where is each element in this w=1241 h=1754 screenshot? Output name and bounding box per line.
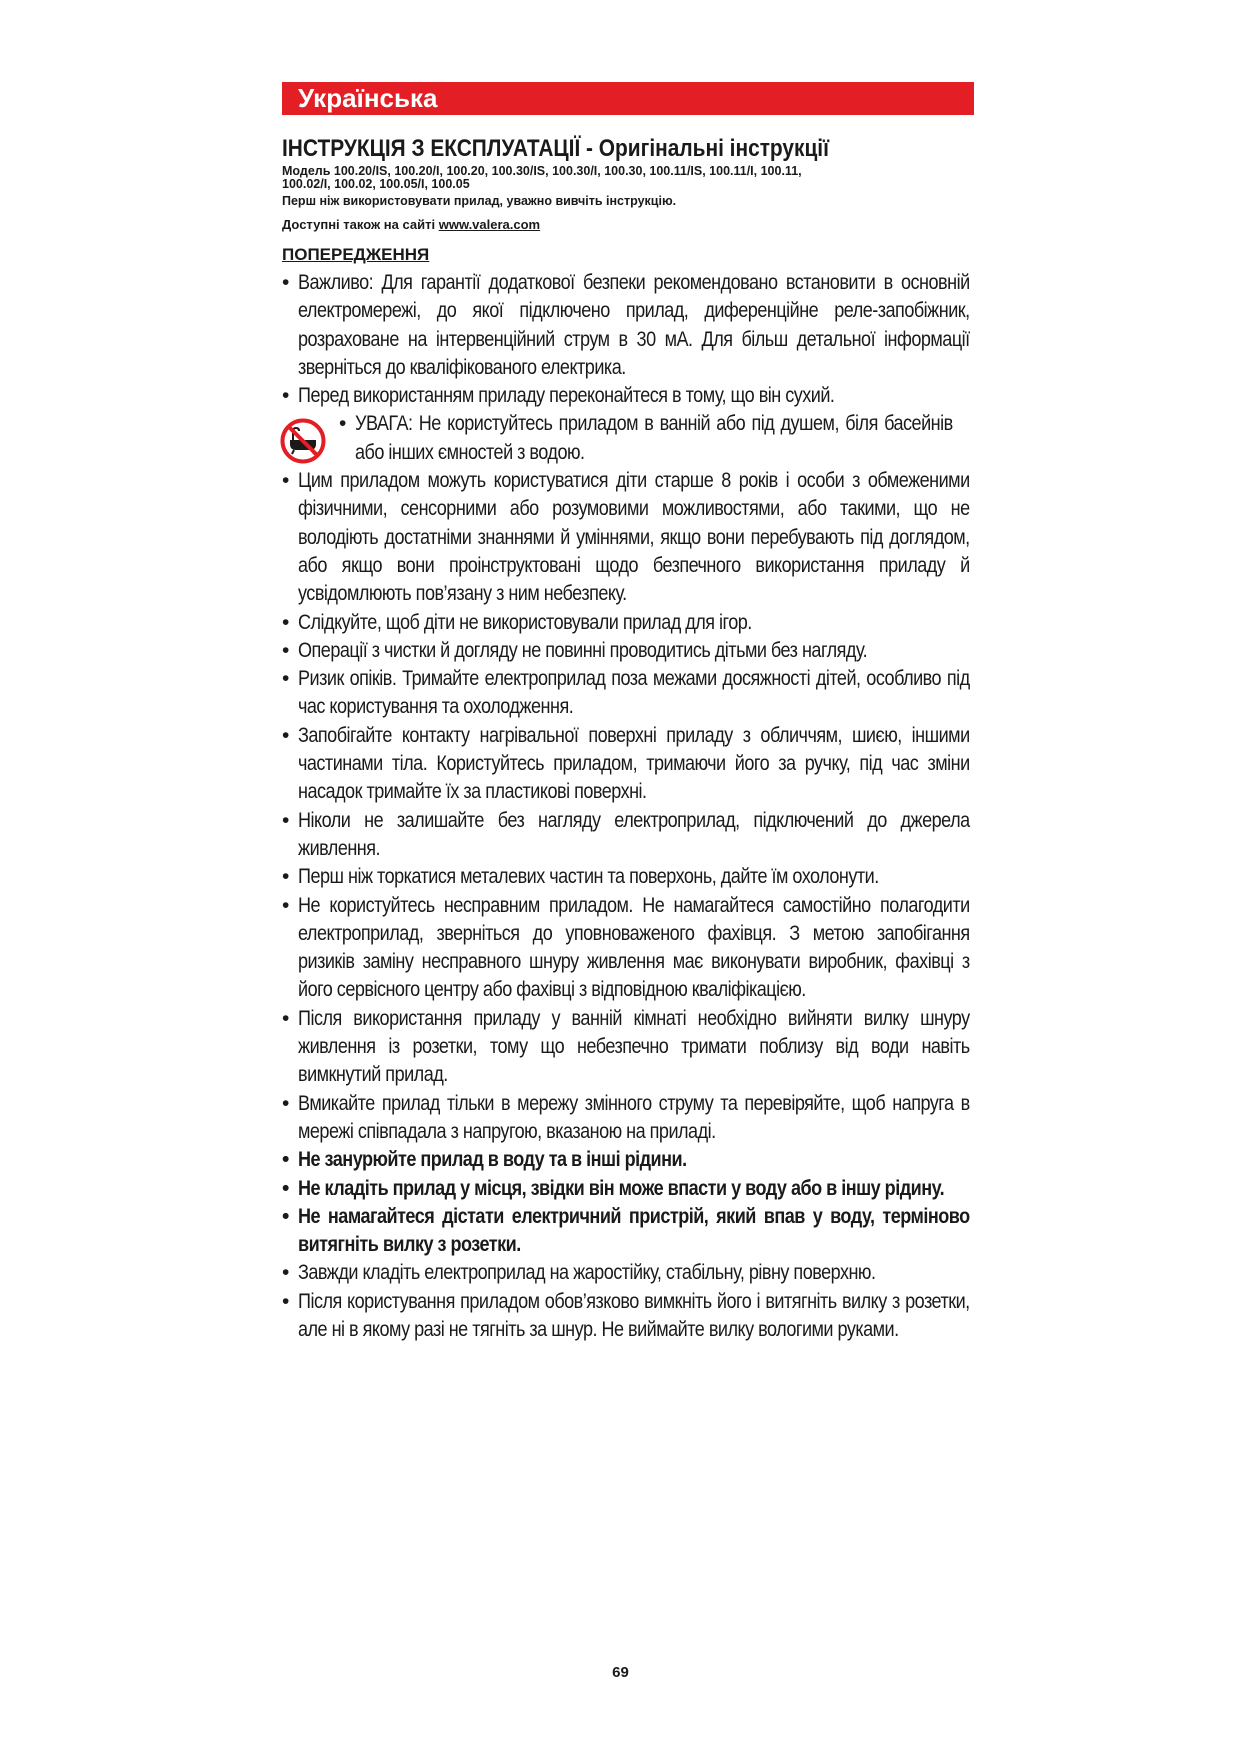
bullet: • bbox=[282, 384, 290, 408]
bullet: • bbox=[282, 1148, 290, 1172]
instruction-page bbox=[282, 82, 972, 1344]
model-list bbox=[282, 165, 972, 191]
warning-item: • Запобігайте контакту нагрівальної поверхні приладу з обличчям, шиєю, іншими частинами тіла. Користуйтесь приладом, тримаючи його за ручку, під час зміни насадок тримайте їх за пластикові поверхні. bbox=[282, 723, 970, 804]
page-number: 69 bbox=[612, 1664, 629, 1681]
availability-prefix: Доступні також на сайті bbox=[282, 217, 436, 232]
bullet: • bbox=[282, 638, 290, 662]
bullet: • bbox=[282, 469, 290, 493]
page-title: ІНСТРУКЦІЯ З ЕКСПЛУАТАЦІЇ - Оригінальні інструкції bbox=[282, 135, 829, 162]
no-bath-icon bbox=[280, 418, 326, 464]
warning-item: • Не користуйтесь несправним приладом. Не намагайтеся самостійно полагодити електроприлад, зверніться до уповноваженого фахівця. З метою запобігання ризиків заміну несправного шнуру живлення має виконувати виробник, фахівці з його сервісного центру або фахівці з відповідною кваліфікацією. bbox=[282, 893, 970, 1002]
warnings-list bbox=[282, 269, 972, 1344]
bullet: • bbox=[282, 610, 290, 634]
bullet: • bbox=[282, 1289, 290, 1313]
model-list-line-2: 100.02/I, 100.02, 100.05/I, 100.05 bbox=[282, 177, 470, 191]
warning-item-bold: • Не занурюйте прилад в воду та в інші рідини. bbox=[282, 1146, 972, 1174]
website-link[interactable]: www.valera.com bbox=[438, 217, 541, 232]
bullet: • bbox=[282, 667, 290, 691]
warning-item: • Операції з чистки й догляду не повинні проводитись дітьми без нагляду. bbox=[282, 637, 972, 665]
read-instructions-note: Перш ніж використовувати прилад, уважно вивчіть інструкцію. bbox=[282, 194, 677, 208]
bullet: • bbox=[282, 1091, 290, 1115]
warnings-heading: ПОПЕРЕДЖЕННЯ bbox=[282, 245, 430, 264]
language-banner bbox=[282, 82, 974, 115]
bullet: • bbox=[282, 1176, 290, 1200]
bullet: • bbox=[282, 865, 290, 889]
warning-item: • Ніколи не залишайте без нагляду електроприлад, підключений до джерела живлення. bbox=[282, 808, 970, 860]
warning-item: • Після використання приладу у ванній кімнаті необхідно вийняти вилку шнуру живлення із розетки, тому що небезпечно тримати поблизу від води навіть вимкнутий прилад. bbox=[282, 1006, 970, 1087]
language-label: Українська bbox=[298, 83, 438, 113]
bullet: • bbox=[282, 893, 290, 917]
warning-item: • Слідкуйте, щоб діти не використовували прилад для ігор. bbox=[282, 609, 972, 637]
bullet: • bbox=[282, 723, 290, 747]
warning-item: • Важливо: Для гарантії додаткової безпеки рекомендовано встановити в основній електромережі, до якої підключено прилад, диференційне реле-запобіжник, розраховане на інтервенційний струм в 30 мА. Для більш детальної інформації зверніться до кваліфікованого електрика. bbox=[282, 271, 970, 379]
bullet: • bbox=[282, 1261, 290, 1285]
warning-item: • Вмикайте прилад тільки в мережу змінного струму та перевіряйте, щоб напруга в мережі співпадала з напругою, вказаною на приладі. bbox=[282, 1091, 970, 1143]
bullet: • bbox=[282, 808, 290, 832]
bullet: • bbox=[339, 412, 347, 436]
bullet: • bbox=[282, 1006, 290, 1030]
warning-item-bold: • Не намагайтеся дістати електричний пристрій, який впав у воду, терміново витягніть вилку з розетки. bbox=[282, 1204, 970, 1257]
warning-item: • Ризик опіків. Тримайте електроприлад поза межами досяжності дітей, особливо під час користування та охолодження. bbox=[282, 667, 970, 719]
bullet: • bbox=[282, 271, 290, 294]
warning-item: • Після користування приладом обов’язково вимкніть його і витягніть вилку з розетки, але ні в якому разі не тягніть за шнур. Не виймайте вилку вологими руками. bbox=[282, 1289, 970, 1341]
availability-line bbox=[282, 218, 972, 232]
warning-item: • Перед використанням приладу переконайтеся в тому, що він сухий. bbox=[282, 382, 972, 410]
warning-item-bold: • Не кладіть прилад у місця, звідки він може впасти у воду або в іншу рідину. bbox=[282, 1175, 972, 1203]
model-list-line-1: Модель 100.20/IS, 100.20/I, 100.20, 100.30/IS, 100.30/I, 100.30, 100.11/IS, 100.11/I, 100.11, bbox=[282, 164, 802, 178]
warning-item-bath: • УВАГА: Не користуйтесь приладом в ванній або під душем, біля басейнів або інших ємностей з водою. bbox=[282, 410, 972, 467]
bullet: • bbox=[282, 1204, 290, 1228]
warning-item: • Завжди кладіть електроприлад на жаростійку, стабільну, рівну поверхню. bbox=[282, 1259, 972, 1287]
warning-item: • Перш ніж торкатися металевих частин та поверхонь, дайте їм охолонути. bbox=[282, 863, 972, 891]
warning-item: • Цим приладом можуть користуватися діти старше 8 років і особи з обмеженими фізичними, сенсорними або розумовими можливостями, або такими, що не володіють достатніми знаннями й уміннями, якщо вони перебувають під доглядом, або якщо вони проінструктовані щодо безпечного використання приладу й усвідомлюють пов’язану з ним небезпеку. bbox=[282, 469, 970, 606]
